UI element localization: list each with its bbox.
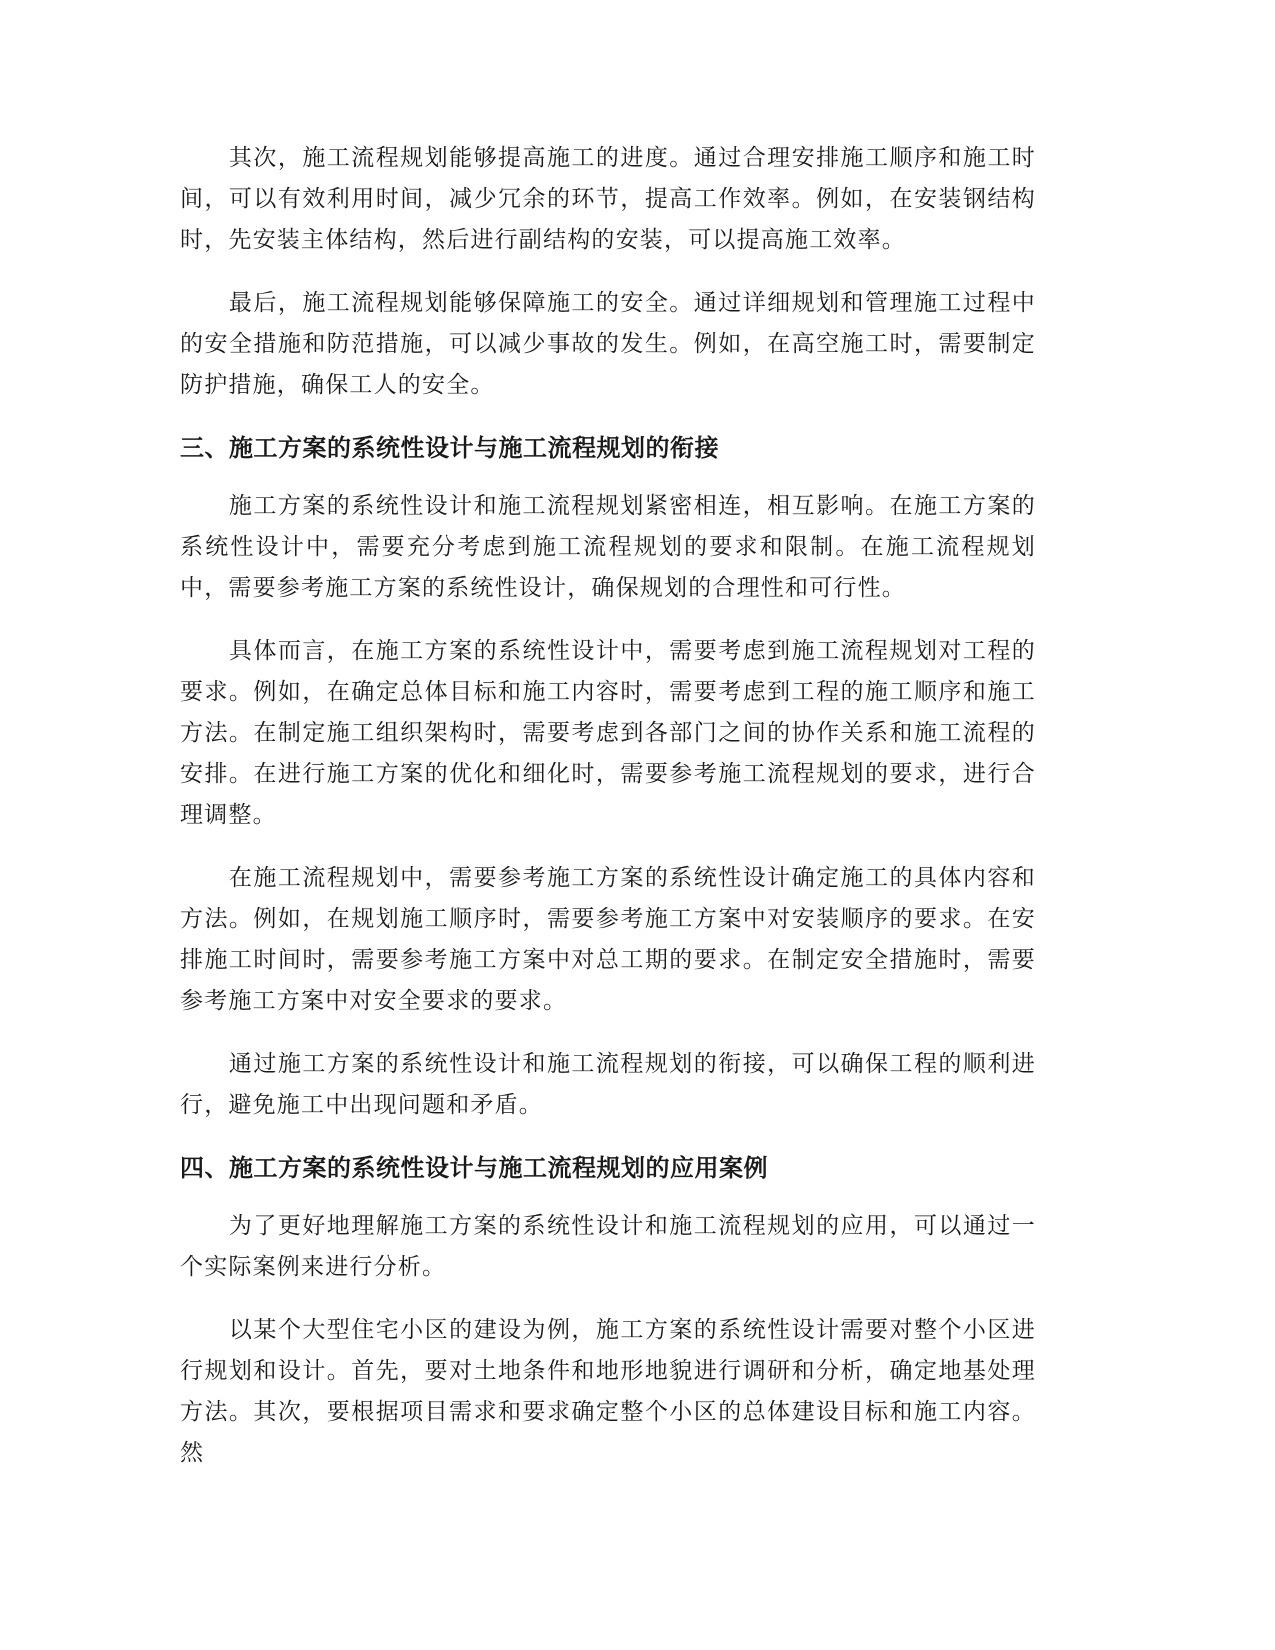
section-4-paragraph-1: 为了更好地理解施工方案的系统性设计和施工流程规划的应用，可以通过一个实际案例来进行分析。 bbox=[180, 1213, 1036, 1280]
document-page bbox=[180, 138, 1036, 1496]
section-3-paragraph-3: 在施工流程规划中，需要参考施工方案的系统性设计确定施工的具体内容和方法。例如，在规划施工顺序时，需要参考施工方案中对安装顺序的要求。在安排施工时间时，需要参考施工方案中对总工期的要求。在制定安全措施时，需要参考施工方案中对安全要求的要求。 bbox=[180, 865, 1036, 1014]
section-3-paragraph-4: 通过施工方案的系统性设计和施工流程规划的衔接，可以确保工程的顺利进行，避免施工中出现问题和矛盾。 bbox=[180, 1051, 1036, 1118]
section-4-heading: 四、施工方案的系统性设计与施工流程规划的应用案例 bbox=[180, 1154, 768, 1182]
section-4-paragraph-2: 以某个大型住宅小区的建设为例，施工方案的系统性设计需要对整个小区进行规划和设计。首先，要对土地条件和地形地貌进行调研和分析，确定地基处理方法。其次，要根据项目需求和要求确定整个小区的总体建设目标和施工内容。然 bbox=[180, 1317, 1036, 1466]
section-3-paragraph-1: 施工方案的系统性设计和施工流程规划紧密相连，相互影响。在施工方案的系统性设计中，需要充分考虑到施工流程规划的要求和限制。在施工流程规划中，需要参考施工方案的系统性设计，确保规划的合理性和可行性。 bbox=[180, 493, 1036, 601]
paragraph-safety: 最后，施工流程规划能够保障施工的安全。通过详细规划和管理施工过程中的安全措施和防范措施，可以减少事故的发生。例如，在高空施工时，需要制定防护措施，确保工人的安全。 bbox=[180, 290, 1036, 398]
paragraph-schedule: 其次，施工流程规划能够提高施工的进度。通过合理安排施工顺序和施工时间，可以有效利用时间，减少冗余的环节，提高工作效率。例如，在安装钢结构时，先安装主体结构，然后进行副结构的安装，可以提高施工效率。 bbox=[180, 145, 1036, 253]
section-3-heading: 三、施工方案的系统性设计与施工流程规划的衔接 bbox=[180, 434, 719, 462]
section-3-paragraph-2: 具体而言，在施工方案的系统性设计中，需要考虑到施工流程规划对工程的要求。例如，在确定总体目标和施工内容时，需要考虑到工程的施工顺序和施工方法。在制定施工组织架构时，需要考虑到各部门之间的协作关系和施工流程的安排。在进行施工方案的优化和细化时，需要参考施工流程规划的要求，进行合理调整。 bbox=[180, 638, 1036, 828]
